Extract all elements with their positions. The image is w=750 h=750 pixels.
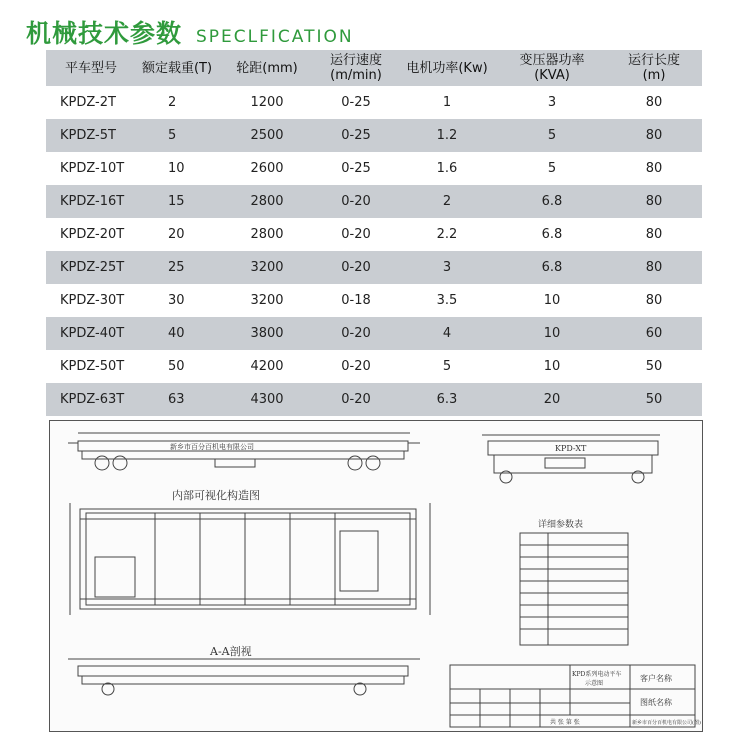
cell-motor-power: 1.2: [396, 119, 498, 152]
cell-model: KPDZ-16T: [46, 185, 136, 218]
cell-run-length: 50: [645, 359, 663, 374]
table-row: [46, 152, 702, 185]
table-row: [46, 350, 702, 383]
drawing-svg: [50, 421, 702, 731]
cell-speed: 0-25: [341, 95, 371, 110]
table-row: [46, 284, 702, 317]
cell-speed: 0-20: [316, 185, 396, 218]
cell-speed: 0-20: [341, 227, 371, 242]
header-model: 平车型号: [46, 50, 136, 86]
cell-motor-power: 3: [396, 251, 498, 284]
cell-model: KPDZ-50T: [60, 359, 125, 374]
spec-table: [46, 50, 702, 416]
title-block-drawing-name: 图纸名称: [640, 698, 672, 707]
cell-load: 2: [168, 95, 177, 110]
cell-motor-power: 2.2: [436, 227, 458, 242]
cell-motor-power: 2: [396, 185, 498, 218]
technical-drawing: [49, 420, 703, 732]
title-chinese: 机械技术参数: [26, 19, 183, 48]
cell-transformer-power: 3: [547, 95, 557, 110]
cell-run-length: 80: [645, 227, 663, 242]
cell-run-length: 80: [606, 185, 702, 218]
cell-transformer-power: 5: [547, 161, 557, 176]
cell-speed: 0-20: [316, 317, 396, 350]
cell-model: KPDZ-30T: [60, 293, 125, 308]
header-load: 额定载重(T): [136, 50, 218, 86]
cell-speed: 0-20: [316, 251, 396, 284]
cell-speed: 0-18: [341, 293, 371, 308]
cell-wheelbase: 2800: [250, 227, 284, 242]
cell-load: 40: [136, 317, 218, 350]
cell-wheelbase: 3800: [218, 317, 316, 350]
cell-run-length: 50: [606, 383, 702, 416]
table-row: [46, 185, 702, 218]
table-row: [46, 251, 702, 284]
cell-transformer-power: 5: [498, 119, 606, 152]
header-transformer-power: 变压器功率 (KVA): [498, 50, 606, 86]
cell-model: KPDZ-40T: [46, 317, 136, 350]
side-view: [68, 433, 420, 470]
cell-wheelbase: 2800: [218, 185, 316, 218]
cell-run-length: 80: [606, 119, 702, 152]
table-row: [46, 383, 702, 416]
end-view: [482, 435, 660, 483]
cell-transformer-power: 10: [543, 359, 561, 374]
cell-transformer-power: 10: [498, 317, 606, 350]
cell-wheelbase: 1200: [250, 95, 284, 110]
table-row: [46, 119, 702, 152]
title-block-customer: 客户名称: [640, 674, 672, 683]
cell-run-length: 80: [645, 161, 663, 176]
cell-motor-power: 3.5: [436, 293, 458, 308]
header-wheelbase: 轮距(mm): [218, 50, 316, 86]
header-run-length: 运行长度 (m): [606, 50, 702, 86]
plan-view: [70, 503, 430, 615]
side-view-label: 新乡市百分百机电有限公司: [170, 443, 254, 451]
title-english: SPECLFICATION: [196, 27, 354, 47]
cell-run-length: 60: [606, 317, 702, 350]
section-label: A-A剖视: [210, 645, 252, 658]
cell-run-length: 80: [606, 251, 702, 284]
title-block-company: 新乡市百分百机电有限公司(图): [632, 720, 701, 726]
cell-speed: 0-25: [316, 119, 396, 152]
table-row: [46, 86, 702, 119]
cell-model: KPDZ-20T: [60, 227, 125, 242]
cell-motor-power: 1.6: [436, 161, 458, 176]
header-speed: 运行速度 (m/min): [316, 50, 396, 86]
cell-transformer-power: 6.8: [541, 227, 563, 242]
cell-motor-power: 6.3: [396, 383, 498, 416]
cell-wheelbase: 2500: [218, 119, 316, 152]
cell-wheelbase: 3200: [250, 293, 284, 308]
table-header-row: [46, 50, 702, 86]
cell-motor-power: 1: [442, 95, 452, 110]
cell-load: 30: [168, 293, 185, 308]
cell-model: KPDZ-5T: [46, 119, 136, 152]
cell-model: KPDZ-2T: [60, 95, 116, 110]
detail-table-title: 详细参数表: [538, 520, 584, 530]
header-motor-power: 电机功率(Kw): [396, 50, 498, 86]
cell-run-length: 80: [645, 95, 663, 110]
cell-wheelbase: 4200: [250, 359, 284, 374]
spec-title: [26, 14, 354, 46]
cell-load: 25: [136, 251, 218, 284]
cell-run-length: 80: [645, 293, 663, 308]
cell-load: 20: [168, 227, 185, 242]
cell-load: 50: [168, 359, 185, 374]
internal-view-label: 内部可视化构造图: [172, 489, 260, 502]
cell-transformer-power: 10: [543, 293, 561, 308]
cell-load: 63: [136, 383, 218, 416]
cell-wheelbase: 2600: [250, 161, 284, 176]
detail-param-table: [520, 533, 628, 645]
cell-motor-power: 5: [442, 359, 452, 374]
cell-model: KPDZ-63T: [46, 383, 136, 416]
cell-speed: 0-20: [316, 383, 396, 416]
section-view: [68, 659, 420, 695]
cell-wheelbase: 4300: [218, 383, 316, 416]
cell-load: 10: [168, 161, 185, 176]
title-block-diagram: 示意图: [585, 680, 604, 687]
table-row: [46, 218, 702, 251]
cell-speed: 0-25: [341, 161, 371, 176]
cell-speed: 0-20: [341, 359, 371, 374]
cell-transformer-power: 6.8: [498, 185, 606, 218]
cell-transformer-power: 20: [498, 383, 606, 416]
table-row: [46, 317, 702, 350]
title-block-sheet: 共 张 第 张: [550, 719, 580, 726]
cell-transformer-power: 6.8: [498, 251, 606, 284]
cell-model: KPDZ-25T: [46, 251, 136, 284]
end-view-label: KPD-XT: [555, 444, 587, 453]
cell-load: 15: [136, 185, 218, 218]
cell-wheelbase: 3200: [218, 251, 316, 284]
cell-load: 5: [136, 119, 218, 152]
title-block-series: KPD系列电动平车: [572, 671, 622, 678]
cell-model: KPDZ-10T: [60, 161, 125, 176]
cell-motor-power: 4: [396, 317, 498, 350]
